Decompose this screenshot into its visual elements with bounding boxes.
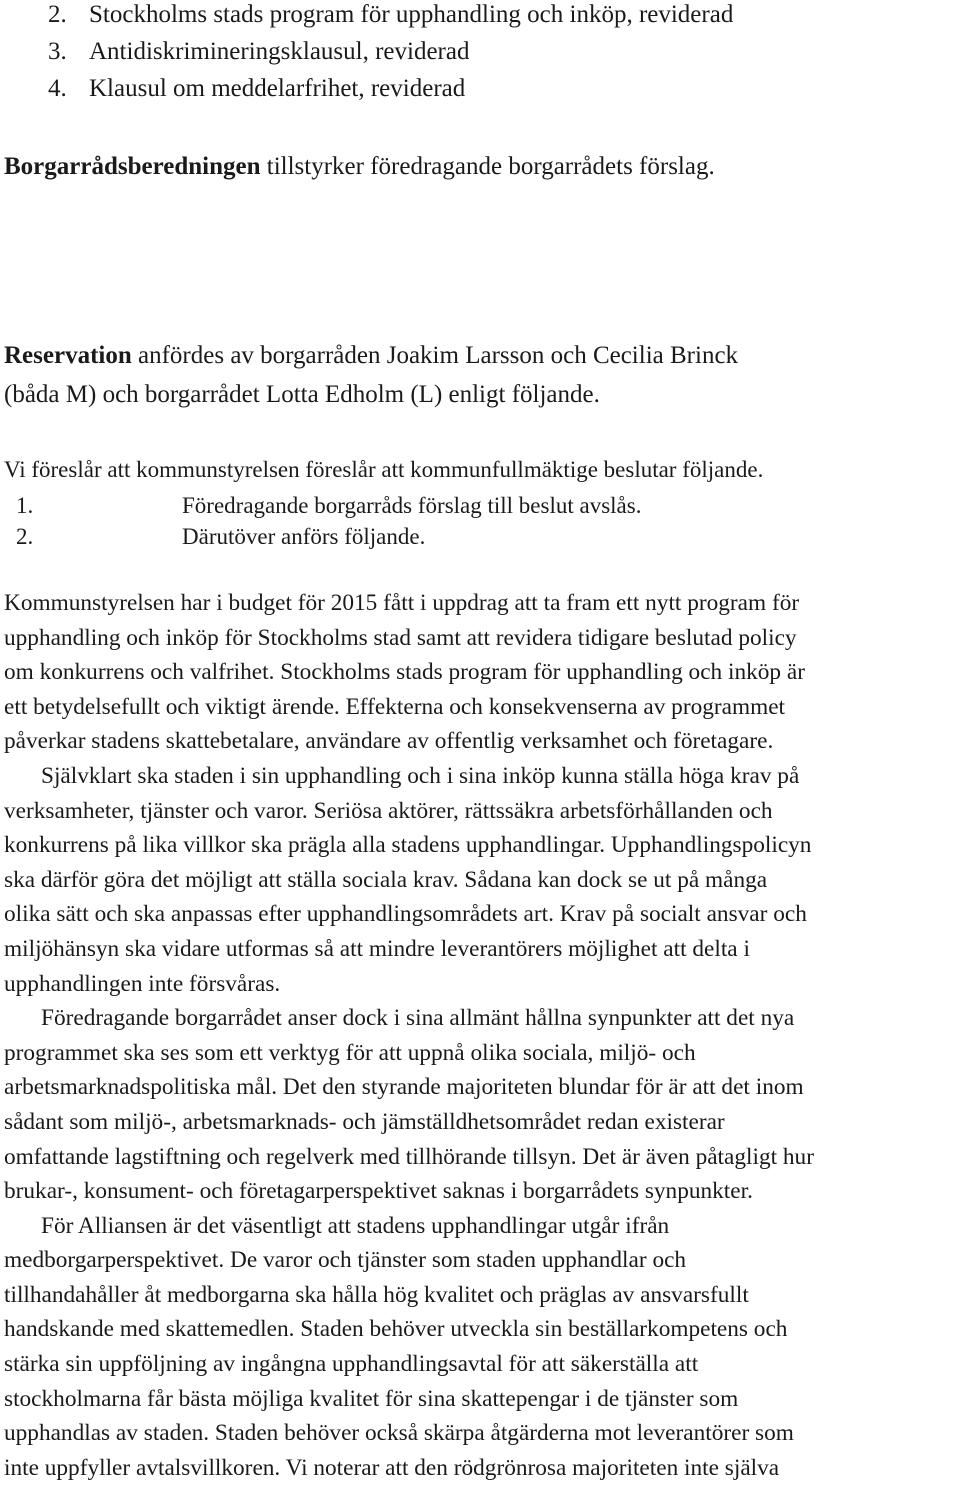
reservation-bold: Reservation — [4, 342, 132, 369]
body-line: För Alliansen är det väsentligt att stadens upphandlingar utgår ifrån — [41, 1212, 670, 1239]
list-item — [48, 74, 465, 104]
motion-item — [4, 521, 425, 553]
body-line: tillhandahåller åt medborgarna ska hålla hög kvalitet och präglas av ansvarsfullt — [4, 1281, 749, 1308]
motion-number: 1. — [16, 493, 34, 518]
motion-number: 2. — [16, 524, 34, 549]
body-text — [4, 586, 960, 1485]
body-line: påverkar stadens skattebetalare, användare av offentlig verksamhet och företagare. — [4, 728, 774, 755]
body-line: omfattande lagstiftning och regelverk med tillhörande tillsyn. Det är även påtagligt hur — [4, 1143, 814, 1170]
body-line: sådant som miljö-, arbetsmarknads- och jämställdhetsområdet redan existerar — [4, 1108, 725, 1135]
list-text: Stockholms stads program för upphandling och inköp, reviderad — [89, 1, 734, 28]
list-number: 3. — [48, 38, 67, 65]
reservation-line-2 — [4, 380, 960, 410]
body-line: ska därför göra det möjligt att ställa sociala krav. Sådana kan dock se ut på många — [4, 866, 768, 893]
body-line: miljöhänsyn ska vidare utformas så att mindre leverantörers möjlighet att delta i — [4, 935, 750, 962]
list-number: 2. — [48, 1, 67, 28]
body-line: Kommunstyrelsen har i budget för 2015 fått i uppdrag att ta fram ett nytt program för — [4, 590, 800, 616]
body-line: olika sätt och ska anpassas efter upphandlingsområdets art. Krav på socialt ansvar och — [4, 901, 807, 928]
body-line: stockholmarna får bästa möjliga kvalitet för sina skattepengar i de tjänster som — [4, 1385, 739, 1412]
body-line: Föredragande borgarrådet anser dock i sina allmänt hållna synpunkter att det nya — [41, 1005, 795, 1032]
body-line: om konkurrens och valfrihet. Stockholms stads program för upphandling och inköp är — [4, 659, 806, 686]
beredning-text: tillstyrker föredragande borgarrådets förslag. — [260, 153, 715, 180]
reservation-text-2: (båda M) och borgarrådet Lotta Edholm (L) enligt följande. — [4, 381, 600, 408]
body-line: ett betydelsefullt och viktigt ärende. Effekterna och konsekvenserna av programmet — [4, 693, 786, 720]
body-line: programmet ska ses som ett verktyg för att uppnå olika sociala, miljö- och — [4, 1039, 696, 1066]
list-number: 4. — [48, 75, 67, 102]
body-line: Självklart ska staden i sin upphandling och i sina inköp kunna ställa höga krav på — [41, 762, 800, 789]
body-line: medborgarperspektivet. De varor och tjänster som staden upphandlar och — [4, 1247, 687, 1274]
body-line: upphandlas av staden. Staden behöver också skärpa åtgärderna mot leverantörer som — [4, 1420, 794, 1447]
body-line: stärka sin uppföljning av ingångna upphandlingsavtal för att säkerställa att — [4, 1351, 699, 1378]
motion-text: Föredragande borgarråds förslag till beslut avslås. — [182, 493, 642, 518]
list-text: Antidiskrimineringsklausul, reviderad — [89, 38, 470, 65]
body-line: handskande med skattemedlen. Staden behöver utveckla sin beställarkompetens och — [4, 1316, 788, 1343]
motion-item — [4, 490, 641, 522]
beredning-paragraph — [4, 152, 960, 182]
list-item — [48, 0, 733, 30]
body-line: konkurrens på lika villkor ska prägla alla stadens upphandlingar. Upphandlingspolicyn — [4, 832, 812, 859]
body-line: inte uppfyller avtalsvillkoren. Vi noterar att den rödgrönrosa majoriteten inte själva — [4, 1454, 780, 1481]
list-item — [48, 37, 469, 67]
reservation-text: anfördes av borgarråden Joakim Larsson och Cecilia Brinck — [131, 342, 739, 369]
list-text: Klausul om meddelarfrihet, reviderad — [89, 75, 466, 102]
motion-intro: Vi föreslår att kommunstyrelsen föreslår att kommunfullmäktige beslutar följande. — [4, 457, 764, 482]
body-line: brukar-, konsument- och företagarperspektivet saknas i borgarrådets synpunkter. — [4, 1178, 753, 1205]
body-line: upphandlingen inte försvåras. — [4, 970, 281, 997]
motion-text: Därutöver anförs följande. — [182, 524, 426, 549]
body-line: upphandling och inköp för Stockholms stad samt att revidera tidigare beslutad policy — [4, 624, 797, 651]
reservation-line-1 — [4, 341, 960, 371]
beredning-bold: Borgarrådsberedningen — [4, 153, 261, 180]
body-line: arbetsmarknadspolitiska mål. Det den styrande majoriteten blundar för är att det inom — [4, 1074, 804, 1101]
body-line: verksamheter, tjänster och varor. Seriösa aktörer, rättssäkra arbetsförhållanden och — [4, 797, 773, 824]
